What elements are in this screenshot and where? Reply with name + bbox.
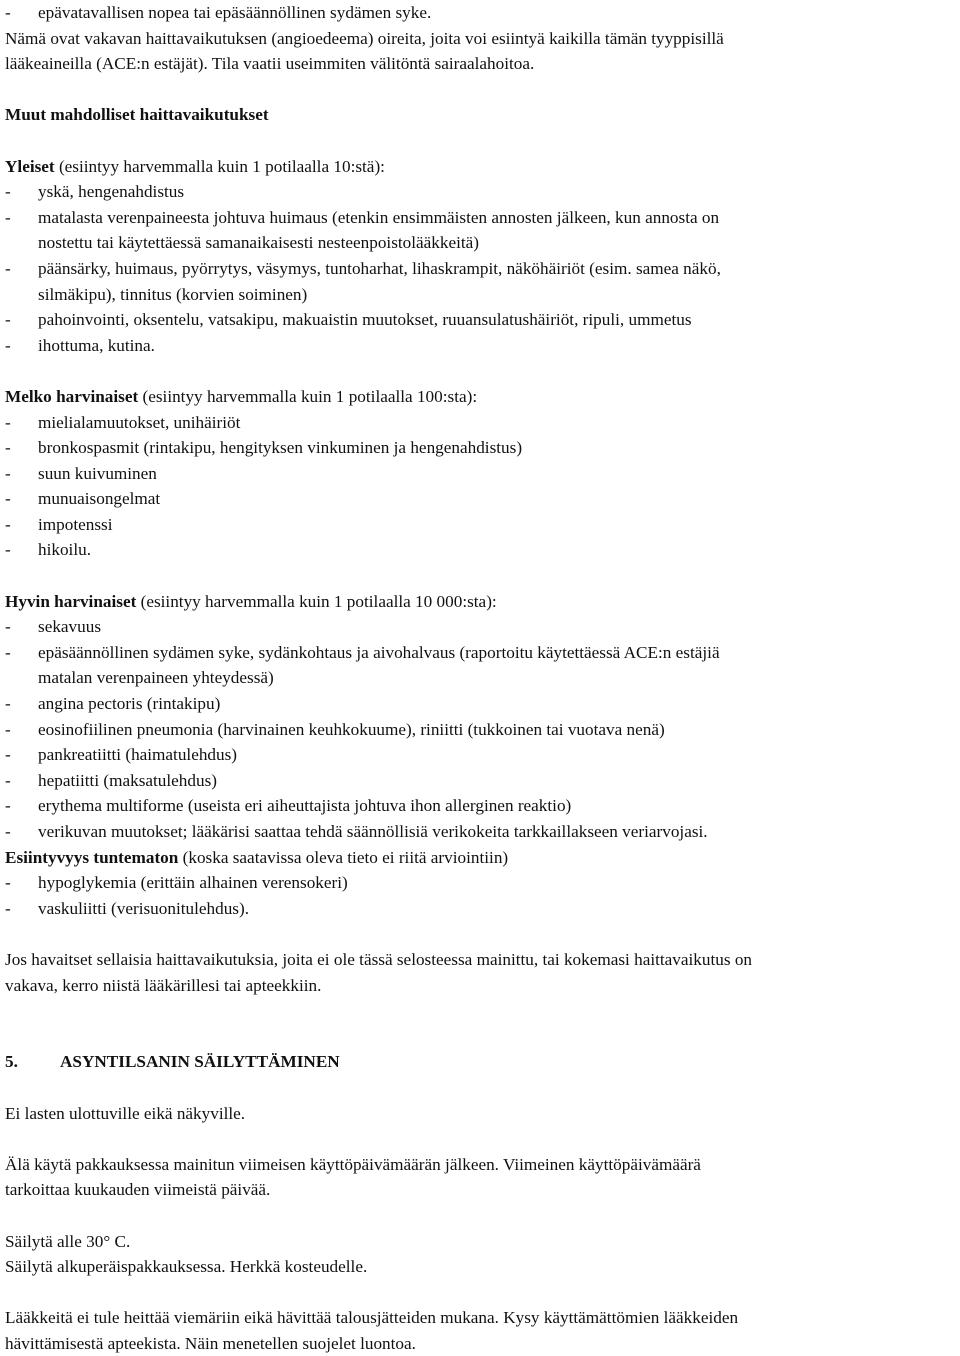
list-item-text: angina pectoris (rintakipu)	[38, 694, 221, 714]
list-item-text: matalasta verenpaineesta johtuva huimaus (etenkin ensimmäisten annosten jälkeen, kun annosta on	[38, 207, 720, 227]
paragraph-line: lääkeaineilla (ACE:n estäjät). Tila vaatii useimmiten välitöntä sairaalahoitoa.	[5, 54, 535, 74]
list-item	[5, 742, 957, 768]
frequency-label: Yleiset	[5, 156, 55, 176]
list-item	[5, 896, 957, 922]
list-item-text: erythema multiforme (useista eri aiheuttajista johtuva ihon allerginen reaktio)	[38, 796, 572, 816]
bullet-dash: -	[5, 514, 11, 534]
list-item-continuation: matalan verenpaineen yhteydessä)	[38, 668, 274, 688]
list-item	[5, 717, 957, 743]
paragraph-line: Lääkkeitä ei tule heittää viemäriin eikä hävittää talousjätteiden mukana. Kysy käyttämättömien lääkkeiden	[5, 1308, 739, 1328]
bullet-dash: -	[5, 3, 11, 22]
list-item	[5, 435, 957, 461]
effect-list-common	[5, 179, 957, 358]
leaflet-page	[5, 0, 957, 1356]
bullet-dash: -	[5, 694, 11, 714]
list-item	[5, 870, 957, 896]
bullet-dash: -	[5, 719, 11, 739]
list-item	[5, 614, 957, 640]
list-item	[5, 205, 957, 231]
frequency-desc: (esiintyy harvemmalla kuin 1 potilaalla 10 000:sta):	[136, 591, 497, 611]
list-item	[5, 768, 957, 794]
list-item-continuation: silmäkipu), tinnitus (korvien soiminen)	[38, 284, 308, 304]
frequency-heading-unknown	[5, 845, 957, 871]
list-item-text: mielialamuutokset, unihäiriöt	[38, 412, 241, 432]
list-item	[5, 537, 957, 563]
bullet-dash: -	[5, 898, 11, 918]
list-item-text: vaskuliitti (verisuonitulehdus).	[38, 898, 250, 918]
bullet-dash: -	[5, 207, 11, 227]
section-title: ASYNTILSANIN SÄILYTTÄMINEN	[60, 1052, 340, 1072]
list-item-text: munuaisongelmat	[38, 489, 161, 509]
bullet-dash: -	[5, 642, 11, 662]
frequency-label: Hyvin harvinaiset	[5, 591, 137, 611]
section-number: 5.	[5, 1052, 18, 1072]
paragraph-line: hävittämisestä apteekista. Näin menetellen suojelet luontoa.	[5, 1333, 416, 1353]
bullet-dash: -	[5, 463, 11, 483]
list-item-text: suun kuivuminen	[38, 463, 157, 483]
list-item-text: hepatiitti (maksatulehdus)	[38, 770, 217, 790]
frequency-heading-rare	[5, 589, 957, 615]
list-item	[5, 256, 957, 282]
list-item-text: verikuvan muutokset; lääkärisi saattaa tehdä säännöllisiä verikokeita tarkkaillakseen veriarvojasi.	[38, 822, 708, 841]
list-item	[5, 640, 957, 666]
paragraph-line: Älä käytä pakkauksessa mainitun viimeisen käyttöpäivämäärän jälkeen. Viimeinen käyttöpäivämäärä	[5, 1154, 701, 1174]
list-item-text: eosinofiilinen pneumonia (harvinainen keuhkokuume), riniitti (tukkoinen tai vuotava nenä)	[38, 719, 665, 739]
list-item-text: hikoilu.	[38, 540, 91, 560]
frequency-desc: (koska saatavissa oleva tieto ei riitä arviointiin)	[178, 847, 509, 867]
list-item	[5, 461, 957, 487]
list-item-text: pahoinvointi, oksentelu, vatsakipu, makuaistin muutokset, ruuansulatushäiriöt, ripuli, ummetus	[38, 310, 692, 330]
frequency-label: Esiintyvyys tuntematon	[5, 847, 179, 867]
section-heading: Muut mahdolliset haittavaikutukset	[5, 105, 269, 125]
bullet-dash: -	[5, 412, 11, 432]
list-item	[5, 410, 957, 436]
section-5-heading	[5, 1049, 957, 1075]
list-item	[5, 819, 957, 845]
paragraph-line: vakava, kerro niistä lääkärillesi tai apteekkiin.	[5, 975, 322, 995]
list-item-text: hypoglykemia (erittäin alhainen verensokeri)	[38, 873, 348, 893]
list-item-text: pankreatiitti (haimatulehdus)	[38, 745, 238, 765]
bullet-dash: -	[5, 335, 11, 355]
bullet-dash: -	[5, 438, 11, 458]
list-item	[5, 0, 957, 26]
bullet-dash: -	[5, 489, 11, 509]
list-item-text: epäsäännöllinen sydämen syke, sydänkohtaus ja aivohalvaus (raportoitu käytettäessä ACE:n estäjiä	[38, 642, 720, 662]
list-item-text: bronkospasmit (rintakipu, hengityksen vinkuminen ja hengenahdistus)	[38, 438, 523, 458]
frequency-heading-uncommon	[5, 384, 957, 410]
list-item	[5, 512, 957, 538]
bullet-dash: -	[5, 310, 11, 330]
bullet-dash: -	[5, 873, 11, 893]
list-item-continuation: nostettu tai käytettäessä samanaikaisesti nesteenpoistolääkkeitä)	[38, 233, 480, 253]
bullet-dash: -	[5, 258, 11, 278]
bullet-dash: -	[5, 770, 11, 790]
effect-list-unknown	[5, 870, 957, 921]
bullet-dash: -	[5, 617, 11, 637]
bullet-dash: -	[5, 540, 11, 560]
bullet-dash: -	[5, 796, 11, 816]
list-item	[5, 333, 957, 359]
paragraph-line: tarkoittaa kuukauden viimeistä päivää.	[5, 1180, 271, 1200]
paragraph-line: Jos havaitset sellaisia haittavaikutuksia, joita ei ole tässä selosteessa mainittu, tai kokemasi haittavaikutus on	[5, 949, 753, 969]
frequency-heading-common	[5, 154, 957, 180]
storage-package: Säilytä alkuperäispakkauksessa. Herkkä kosteudelle.	[5, 1257, 368, 1277]
effect-list-uncommon	[5, 410, 957, 564]
bullet-dash: -	[5, 822, 11, 841]
frequency-desc: (esiintyy harvemmalla kuin 1 potilaalla 10:stä):	[54, 156, 385, 176]
list-item	[5, 486, 957, 512]
bullet-dash: -	[5, 182, 11, 202]
list-item-text: yskä, hengenahdistus	[38, 182, 185, 202]
storage-children: Ei lasten ulottuville eikä näkyville.	[5, 1103, 246, 1123]
frequency-desc: (esiintyy harvemmalla kuin 1 potilaalla 100:sta):	[138, 386, 478, 406]
list-item-text: epävatavallisen nopea tai epäsäännöllinen sydämen syke.	[38, 3, 432, 22]
list-item	[5, 179, 957, 205]
effect-list-rare	[5, 614, 957, 844]
list-item-text: impotenssi	[38, 514, 113, 534]
list-item	[5, 691, 957, 717]
storage-temperature: Säilytä alle 30° C.	[5, 1231, 131, 1251]
frequency-label: Melko harvinaiset	[5, 386, 139, 406]
paragraph-line: Nämä ovat vakavan haittavaikutuksen (angioedeema) oireita, joita voi esiintyä kaikilla tämän tyyppisillä	[5, 28, 724, 48]
list-item-text: ihottuma, kutina.	[38, 335, 155, 355]
bullet-dash: -	[5, 745, 11, 765]
list-item-text: päänsärky, huimaus, pyörrytys, väsymys, tuntoharhat, lihaskrampit, näköhäiriöt (esim. samea näkö,	[38, 258, 721, 278]
list-item-text: sekavuus	[38, 617, 102, 637]
list-item	[5, 307, 957, 333]
list-item	[5, 793, 957, 819]
